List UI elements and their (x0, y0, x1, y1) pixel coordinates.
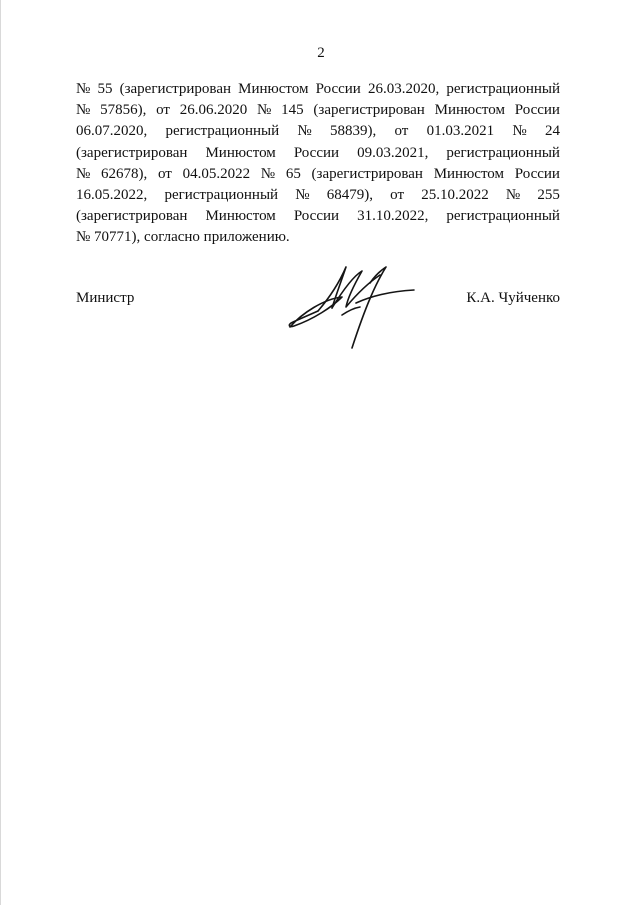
paragraph-line (76, 100, 560, 121)
paragraph-line (76, 79, 560, 100)
handwritten-signature (284, 253, 419, 353)
paragraph-word: 01.03.2021 (426, 123, 495, 140)
paragraph-word: 62678), (101, 165, 148, 182)
paragraph-word: (зарегистрирован (76, 144, 188, 161)
paragraph-word: от (158, 165, 172, 182)
paragraph-word: 68479), (326, 186, 373, 203)
paragraph-word: Минюстом (205, 144, 276, 161)
paragraph-line (76, 143, 560, 164)
paragraph-word: России (514, 165, 560, 182)
paragraph-word: России (293, 208, 340, 225)
paragraph-last-line (76, 227, 560, 248)
paragraph-word: от (390, 186, 405, 203)
paragraph-word: 24 (544, 123, 560, 140)
paragraph-word: (зарегистрирован (311, 165, 423, 182)
page-number: 2 (317, 45, 325, 61)
paragraph-line (76, 164, 560, 185)
paragraph-word: России (315, 81, 361, 97)
paragraph-word: 58839), (329, 123, 377, 140)
paragraph-word: 06.07.2020, (76, 123, 148, 140)
paragraph-line (76, 185, 560, 206)
paragraph-word: регистрационный (164, 186, 279, 203)
paragraph-word: регистрационный (446, 144, 560, 161)
body-paragraph (76, 79, 560, 249)
signer-name: К.А. Чуйченко (466, 290, 560, 306)
paragraph-word: 25.10.2022 (421, 186, 489, 203)
paragraph-word: 255 (537, 186, 560, 203)
paragraph-word: № (512, 123, 527, 140)
paragraph-word: России (293, 144, 340, 161)
signer-role: Министр (76, 290, 135, 306)
paragraph-word: (зарегистрирован (119, 81, 232, 97)
paragraph-word: 26.06.2020 (179, 102, 248, 119)
paragraph-word: № (505, 186, 521, 203)
paragraph-word: Минюстом (434, 102, 505, 119)
paragraph-word: Минюстом (205, 208, 276, 225)
paragraph-word: от (156, 102, 170, 119)
paragraph-last-line-text: № 70771), согласно приложению. (76, 229, 290, 246)
paragraph-word: № (76, 165, 91, 182)
paragraph-word: (зарегистрирован (76, 208, 188, 225)
paragraph-word: 26.03.2020, (367, 81, 440, 97)
signature-stroke (342, 307, 360, 315)
paragraph-word: 65 (285, 165, 301, 182)
paragraph-word: регистрационный (446, 208, 560, 225)
paragraph-word: 31.10.2022, (357, 208, 429, 225)
paragraph-word: 55 (97, 81, 113, 97)
paragraph-line (76, 121, 560, 142)
paragraph-word: 16.05.2022, (76, 186, 148, 203)
paragraph-word: № (257, 102, 272, 119)
signature-stroke (318, 267, 346, 311)
paragraph-word: № (295, 186, 310, 203)
paragraph-word: Минюстом (433, 165, 505, 182)
paragraph-word: № (297, 123, 312, 140)
paragraph-word: Минюстом (238, 81, 309, 97)
paragraph-word: 09.03.2021, (357, 144, 429, 161)
paragraph-word: от (394, 123, 409, 140)
paragraph-word: 57856), (100, 102, 147, 119)
paragraph-word: (зарегистрирован (313, 102, 425, 119)
paragraph-word: № (76, 102, 91, 119)
paragraph-word: России (514, 102, 560, 119)
signature-stroke (356, 290, 414, 303)
paragraph-word: регистрационный (165, 123, 280, 140)
paragraph-word: регистрационный (446, 81, 560, 97)
paragraph-line (76, 206, 560, 227)
paragraph-word: 04.05.2022 (182, 165, 251, 182)
paragraph-word: № (76, 81, 91, 97)
paragraph-word: № (260, 165, 276, 182)
paragraph-word: 145 (281, 102, 304, 119)
